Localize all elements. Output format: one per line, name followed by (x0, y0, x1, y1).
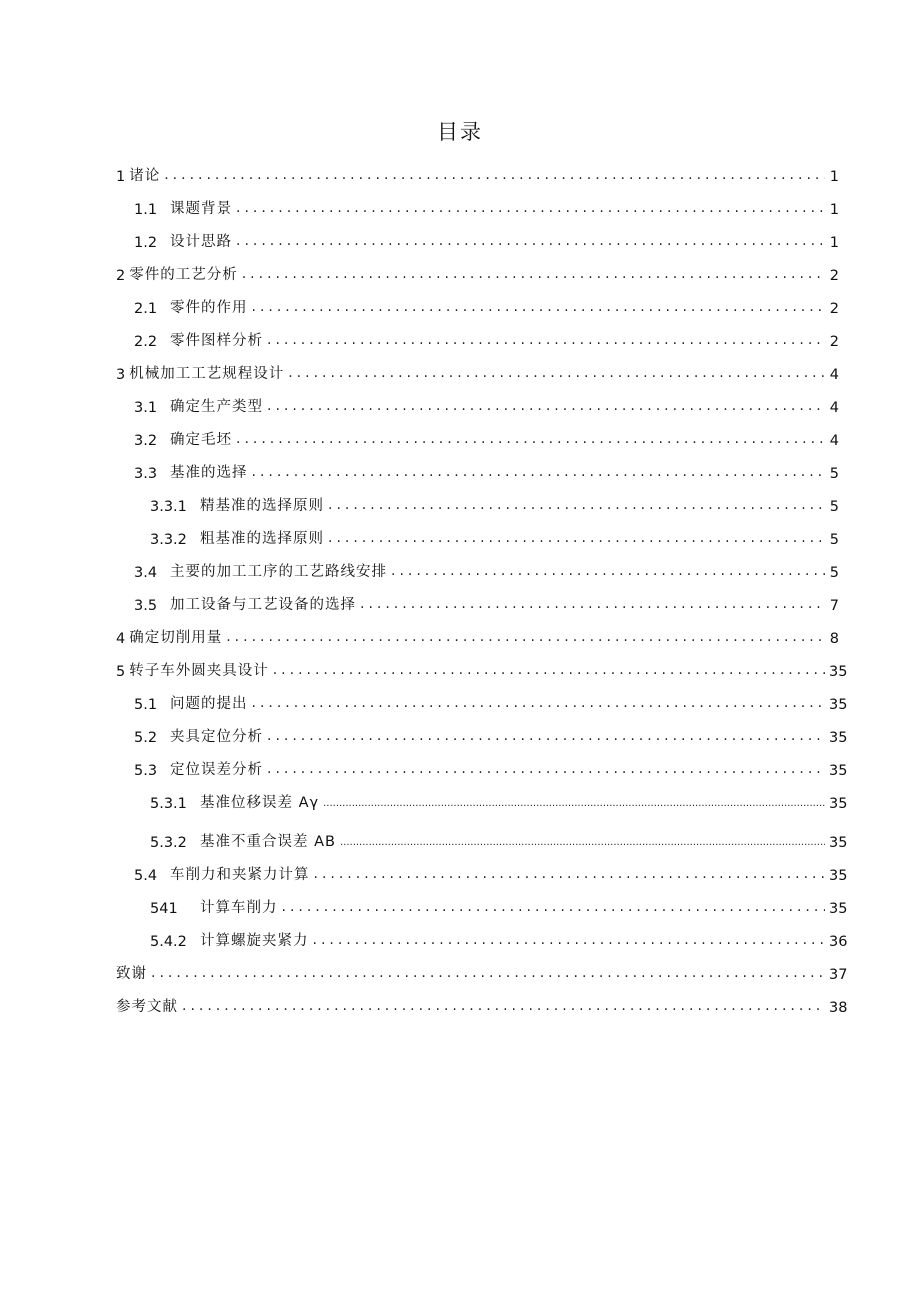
toc-entry[interactable] (116, 647, 848, 680)
toc-entry-number: 1.2 (134, 235, 158, 251)
toc-entry-page: 7 (829, 598, 839, 614)
toc-entry[interactable] (116, 185, 839, 218)
toc-entry-page: 2 (829, 301, 839, 317)
toc-leader-dots (313, 932, 826, 948)
toc-entry-title: 基准位移误差 Aγ (200, 795, 320, 811)
toc-entry[interactable] (116, 713, 848, 746)
toc-entry-title: 主要的加工工序的工艺路线安排 (170, 564, 387, 580)
toc-entry[interactable] (116, 251, 839, 284)
toc-entry-page: 35 (829, 730, 848, 746)
toc-entry-title: 问题的提出 (170, 696, 248, 712)
toc-entry-title: 粗基准的选择原则 (200, 531, 324, 547)
toc-entry[interactable] (116, 515, 839, 548)
toc-entry-page: 5 (829, 466, 839, 482)
toc-leader-dots (314, 866, 826, 882)
toc-entry-page: 36 (829, 934, 848, 950)
toc-entry-number: 3.1 (134, 400, 158, 416)
toc-entry[interactable] (116, 680, 848, 713)
toc-entry-page: 5 (829, 499, 839, 515)
toc-leader-dots (267, 398, 825, 414)
toc-entry-page: 5 (829, 565, 839, 581)
toc-entry-page: 4 (829, 400, 839, 416)
toc-entry-number: 1.1 (134, 202, 158, 218)
toc-entry[interactable] (116, 548, 839, 581)
toc-leader-dots (323, 796, 825, 812)
toc-entry-title: 计算螺旋夹紧力 (200, 933, 309, 949)
toc-entry-page: 35 (829, 697, 848, 713)
toc-entry-title: 零件图样分析 (170, 333, 263, 349)
toc-entry-number: 3.3.1 (150, 499, 187, 515)
table-of-contents (116, 152, 848, 1016)
toc-entry-title: 定位误差分析 (170, 762, 263, 778)
toc-entry-title: 课题背景 (170, 201, 232, 217)
toc-entry[interactable] (116, 851, 848, 884)
toc-leader-dots (164, 167, 825, 183)
toc-entry-page: 37 (829, 967, 848, 983)
toc-entry-number: 3 (116, 367, 126, 383)
toc-entry-title: 确定生产类型 (170, 399, 263, 415)
toc-entry-title: 确定毛坯 (170, 432, 232, 448)
toc-entry-number: 541 (150, 901, 178, 917)
toc-entry-number: 5.3 (134, 763, 158, 779)
toc-entry[interactable] (116, 950, 848, 983)
toc-entry[interactable] (116, 983, 848, 1016)
toc-entry-title: 转子车外圆夹具设计 (129, 663, 269, 679)
toc-entry[interactable] (116, 449, 839, 482)
toc-leader-dots (288, 365, 825, 381)
toc-leader-dots (236, 200, 825, 216)
toc-entry-title: 零件的工艺分析 (129, 267, 238, 283)
toc-entry-number: 5.4.2 (150, 934, 187, 950)
toc-entry-title: 基准不重合误差 AB (200, 834, 336, 850)
toc-entry[interactable] (116, 416, 839, 449)
toc-entry-number: 5.4 (134, 868, 158, 884)
toc-leader-dots (391, 563, 825, 579)
toc-leader-dots (328, 530, 825, 546)
toc-entry-title: 设计思路 (170, 234, 232, 250)
toc-entry-page: 35 (829, 835, 848, 851)
toc-entry-page: 1 (829, 202, 839, 218)
toc-entry-page: 2 (829, 268, 839, 284)
toc-entry-title: 车削力和夹紧力计算 (170, 867, 310, 883)
toc-entry-number: 3.5 (134, 598, 158, 614)
toc-entry-number: 2 (116, 268, 126, 284)
toc-entry[interactable] (116, 917, 848, 950)
toc-entry-page: 8 (829, 631, 839, 647)
toc-entry-number: 3.4 (134, 565, 158, 581)
toc-leader-dots (236, 233, 825, 249)
toc-entry-page: 35 (829, 664, 848, 680)
toc-leader-dots (226, 629, 825, 645)
toc-entry-title: 零件的作用 (170, 300, 248, 316)
toc-entry-number: 5 (116, 664, 126, 680)
toc-leader-dots (267, 332, 825, 348)
toc-entry-page: 35 (829, 901, 848, 917)
toc-entry-title: 精基准的选择原则 (200, 498, 324, 514)
toc-entry[interactable] (116, 779, 848, 812)
toc-entry-number: 5.3.2 (150, 835, 187, 851)
toc-entry-number: 3.3.2 (150, 532, 187, 548)
toc-entry-page: 2 (829, 334, 839, 350)
toc-entry[interactable] (116, 383, 839, 416)
toc-entry[interactable] (116, 581, 839, 614)
toc-entry-page: 1 (829, 169, 839, 185)
toc-leader-dots (282, 899, 826, 915)
toc-entry-number: 5.2 (134, 730, 158, 746)
toc-entry-title: 机械加工工艺规程设计 (129, 366, 285, 382)
toc-entry[interactable] (116, 812, 848, 851)
toc-entry-number: 1 (116, 169, 126, 185)
toc-leader-dots (267, 761, 825, 777)
toc-entry-number: 5.3.1 (150, 796, 187, 812)
toc-leader-dots (151, 965, 825, 981)
toc-leader-dots (252, 299, 826, 315)
toc-entry[interactable] (116, 746, 848, 779)
toc-entry-page: 5 (829, 532, 839, 548)
toc-entry-page: 35 (829, 868, 848, 884)
toc-leader-dots (236, 431, 825, 447)
toc-entry-title: 确定切削用量 (129, 630, 223, 646)
toc-entry-page: 4 (829, 367, 839, 383)
toc-entry[interactable] (116, 218, 839, 251)
toc-leader-dots (273, 662, 825, 678)
toc-leader-dots (252, 695, 826, 711)
toc-entry[interactable] (116, 482, 839, 515)
toc-entry-title: 参考文献 (116, 999, 178, 1015)
toc-leader-dots (182, 998, 825, 1014)
toc-entry-title: 致谢 (116, 966, 147, 982)
toc-entry[interactable] (116, 884, 848, 917)
toc-entry-title: 诸论 (129, 168, 161, 184)
toc-leader-dots (267, 728, 825, 744)
toc-entry-title: 夹具定位分析 (170, 729, 263, 745)
toc-entry[interactable] (116, 152, 839, 185)
toc-entry-title: 加工设备与工艺设备的选择 (170, 597, 356, 613)
toc-entry-number: 2.2 (134, 334, 158, 350)
toc-entry-page: 4 (829, 433, 839, 449)
toc-leader-dots (340, 835, 825, 851)
toc-entry-page: 1 (829, 235, 839, 251)
toc-entry[interactable] (116, 614, 839, 647)
toc-entry[interactable] (116, 284, 839, 317)
toc-entry-page: 35 (829, 763, 848, 779)
toc-entry[interactable] (116, 350, 839, 383)
toc-leader-dots (242, 266, 825, 282)
toc-entry-page: 38 (829, 1000, 848, 1016)
toc-entry-number: 2.1 (134, 301, 158, 317)
toc-entry-title: 基准的选择 (170, 465, 248, 481)
toc-entry-number: 5.1 (134, 697, 158, 713)
toc-entry-number: 3.2 (134, 433, 158, 449)
toc-leader-dots (360, 596, 825, 612)
page-title: 目录 (437, 120, 483, 144)
toc-entry-page: 35 (829, 796, 848, 812)
toc-leader-dots (252, 464, 826, 480)
toc-entry-title: 计算车削力 (200, 900, 278, 916)
toc-entry-number: 4 (116, 631, 126, 647)
toc-entry-number: 3.3 (134, 466, 158, 482)
toc-entry[interactable] (116, 317, 839, 350)
toc-leader-dots (328, 497, 825, 513)
